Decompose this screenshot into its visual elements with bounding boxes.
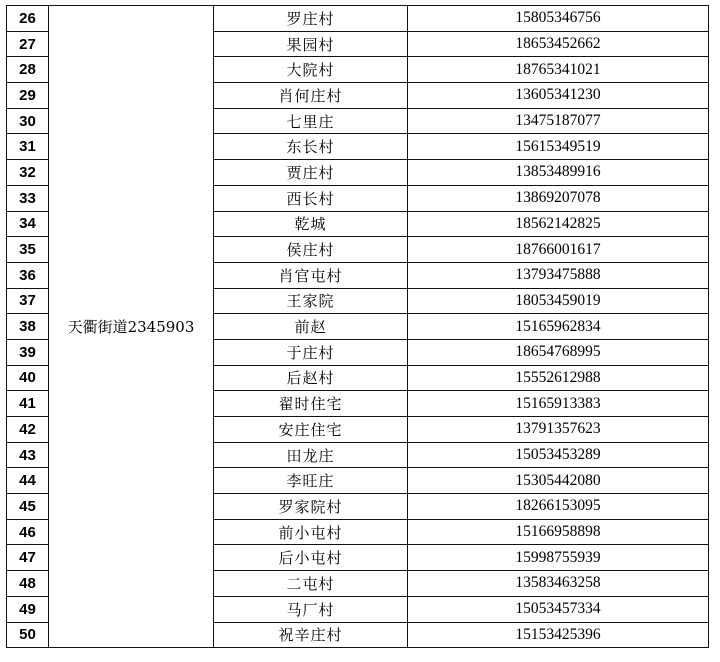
phone-number: 18766001617 bbox=[408, 237, 709, 263]
row-number: 38 bbox=[7, 314, 49, 340]
phone-number: 13853489916 bbox=[408, 160, 709, 186]
row-number: 37 bbox=[7, 288, 49, 314]
phone-number: 15053453289 bbox=[408, 442, 709, 468]
village-name: 前小屯村 bbox=[214, 519, 408, 545]
phone-number: 18654768995 bbox=[408, 339, 709, 365]
row-number: 35 bbox=[7, 237, 49, 263]
village-name: 东长村 bbox=[214, 134, 408, 160]
row-number: 31 bbox=[7, 134, 49, 160]
village-name: 西长村 bbox=[214, 185, 408, 211]
phone-number: 18266153095 bbox=[408, 494, 709, 520]
phone-number: 15153425396 bbox=[408, 622, 709, 648]
phone-number: 15165913383 bbox=[408, 391, 709, 417]
village-name: 祝辛庄村 bbox=[214, 622, 408, 648]
phone-number: 15166958898 bbox=[408, 519, 709, 545]
phone-number: 18053459019 bbox=[408, 288, 709, 314]
phone-number: 15805346756 bbox=[408, 6, 709, 32]
village-name: 后赵村 bbox=[214, 365, 408, 391]
village-name: 肖官屯村 bbox=[214, 262, 408, 288]
phone-number: 15165962834 bbox=[408, 314, 709, 340]
row-number: 40 bbox=[7, 365, 49, 391]
village-name: 大院村 bbox=[214, 57, 408, 83]
table-body bbox=[7, 6, 709, 648]
row-number: 34 bbox=[7, 211, 49, 237]
village-name: 李旺庄 bbox=[214, 468, 408, 494]
village-name: 肖何庄村 bbox=[214, 83, 408, 109]
village-name: 前赵 bbox=[214, 314, 408, 340]
village-name: 七里庄 bbox=[214, 108, 408, 134]
phone-number: 15305442080 bbox=[408, 468, 709, 494]
row-number: 44 bbox=[7, 468, 49, 494]
row-number: 41 bbox=[7, 391, 49, 417]
village-name: 后小屯村 bbox=[214, 545, 408, 571]
phone-number: 13475187077 bbox=[408, 108, 709, 134]
village-name: 果园村 bbox=[214, 31, 408, 57]
phone-number: 18562142825 bbox=[408, 211, 709, 237]
village-name: 罗家院村 bbox=[214, 494, 408, 520]
row-number: 45 bbox=[7, 494, 49, 520]
table-row bbox=[7, 6, 709, 32]
row-number: 47 bbox=[7, 545, 49, 571]
phone-number: 15552612988 bbox=[408, 365, 709, 391]
phone-number: 15615349519 bbox=[408, 134, 709, 160]
phone-number: 13583463258 bbox=[408, 571, 709, 597]
village-name: 于庄村 bbox=[214, 339, 408, 365]
phone-number: 13791357623 bbox=[408, 417, 709, 443]
row-number: 30 bbox=[7, 108, 49, 134]
row-number: 42 bbox=[7, 417, 49, 443]
village-name: 翟时住宅 bbox=[214, 391, 408, 417]
village-name: 安庄住宅 bbox=[214, 417, 408, 443]
phone-number: 13605341230 bbox=[408, 83, 709, 109]
row-number: 50 bbox=[7, 622, 49, 648]
row-number: 46 bbox=[7, 519, 49, 545]
row-number: 29 bbox=[7, 83, 49, 109]
row-number: 33 bbox=[7, 185, 49, 211]
phone-number: 15998755939 bbox=[408, 545, 709, 571]
village-name: 侯庄村 bbox=[214, 237, 408, 263]
village-name: 王家院 bbox=[214, 288, 408, 314]
village-name: 田龙庄 bbox=[214, 442, 408, 468]
row-number: 43 bbox=[7, 442, 49, 468]
row-number: 36 bbox=[7, 262, 49, 288]
row-number: 28 bbox=[7, 57, 49, 83]
contact-sheet bbox=[6, 5, 709, 648]
phone-number: 18765341021 bbox=[408, 57, 709, 83]
village-name: 二屯村 bbox=[214, 571, 408, 597]
row-number: 49 bbox=[7, 596, 49, 622]
row-number: 39 bbox=[7, 339, 49, 365]
phone-number: 13793475888 bbox=[408, 262, 709, 288]
village-name: 马厂村 bbox=[214, 596, 408, 622]
phone-number: 15053457334 bbox=[408, 596, 709, 622]
phone-number: 13869207078 bbox=[408, 185, 709, 211]
village-contact-table bbox=[6, 5, 709, 648]
row-number: 27 bbox=[7, 31, 49, 57]
village-name: 乾城 bbox=[214, 211, 408, 237]
village-name: 贾庄村 bbox=[214, 160, 408, 186]
row-number: 48 bbox=[7, 571, 49, 597]
phone-number: 18653452662 bbox=[408, 31, 709, 57]
village-name: 罗庄村 bbox=[214, 6, 408, 32]
row-number: 32 bbox=[7, 160, 49, 186]
street-office-cell: 天衢街道2345903 bbox=[49, 6, 214, 648]
row-number: 26 bbox=[7, 6, 49, 32]
